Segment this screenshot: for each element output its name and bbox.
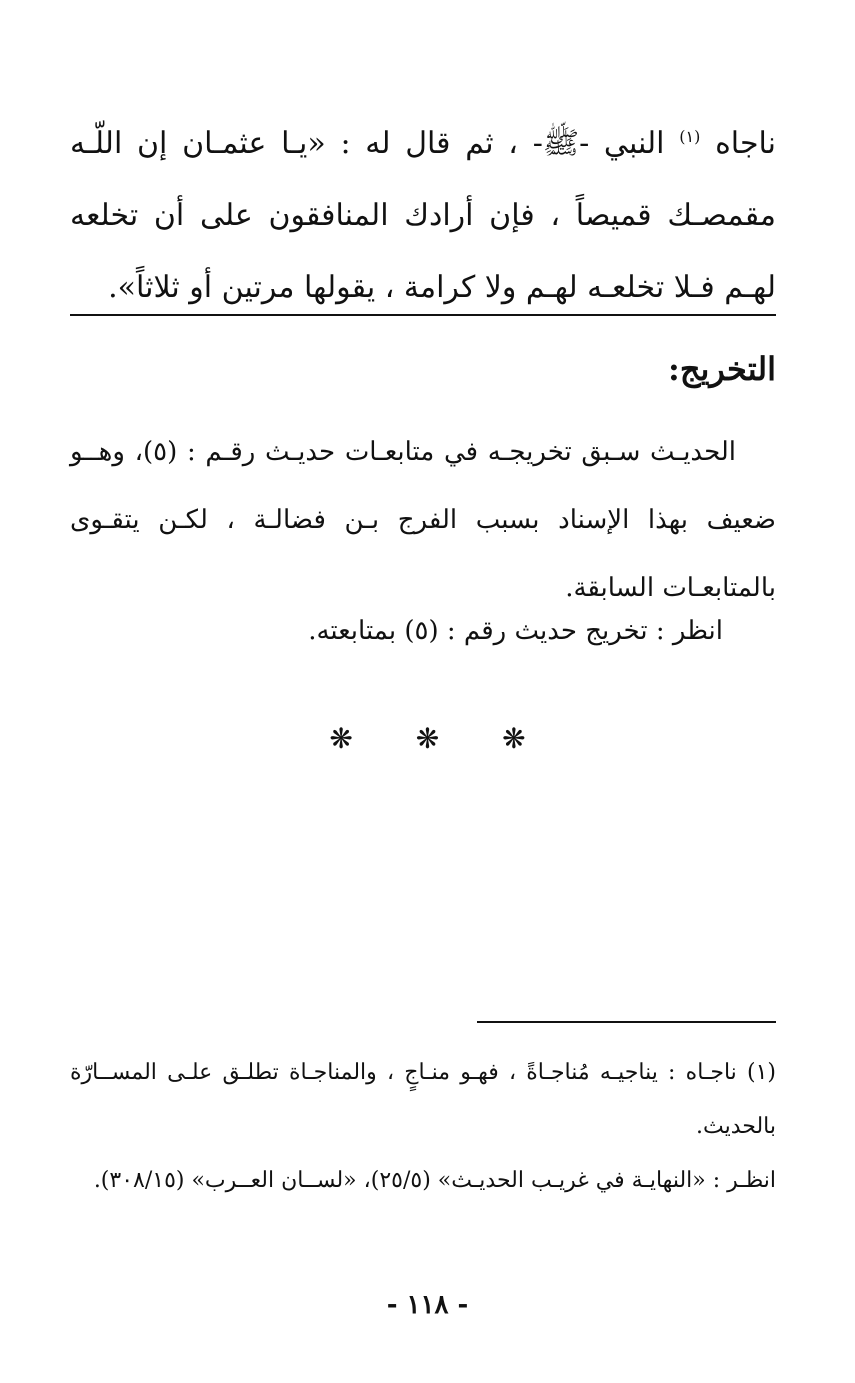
takhrij-text: الحديـث سـبق تخريجـه في متابعـات حديـث رقـم : (٥)، وهــو ضعيف بهذا الإسناد بسبب الفرج بـن فضالـة ، لكـن يتقـوى بالمتابعـات السابقة. xyxy=(70,437,776,603)
takhrij-heading: التخريج: xyxy=(668,350,776,388)
see-also-reference: انظر : تخريج حديث رقم : (٥) بمتابعته. xyxy=(308,616,723,646)
page-number: - ١١٨ - xyxy=(386,1290,469,1320)
main-text xyxy=(70,108,776,324)
main-paragraph xyxy=(70,108,776,324)
footnote-marker: (١) xyxy=(679,127,701,146)
footnotes xyxy=(70,1046,776,1208)
star-icon: ❋ xyxy=(415,722,440,755)
main-text-body: النبي -ﷺ- ، ثم قال له : «يـا عثمـان إن اللّـه مقمصـك قميصاً ، فإن أرادك المنافقون على أن تخلعه لهـم فـلا تخلعـه لهـم ولا كرامة ، يقولها مرتين أو ثلاثاً». xyxy=(70,126,776,305)
star-icon: ❋ xyxy=(502,722,526,755)
word-naja: ناجاه xyxy=(715,126,776,161)
takhrij-paragraph xyxy=(70,418,776,622)
separator-stars xyxy=(0,722,855,755)
footnote-1: (١) ناجـاه : يناجيـه مُناجـاةً ، فهـو منـاجٍ ، والمناجـاة تطلـق علـى المســارّة بالحديث. xyxy=(70,1060,776,1139)
star-icon: ❋ xyxy=(329,722,353,755)
footnote-divider xyxy=(477,1021,776,1023)
section-divider xyxy=(70,314,776,316)
footnote-source: انظـر : «النهايـة في غريـب الحديـث» (٢٥/٥)، «لســان العــرب» (٣٠٨/١٥). xyxy=(93,1168,776,1193)
